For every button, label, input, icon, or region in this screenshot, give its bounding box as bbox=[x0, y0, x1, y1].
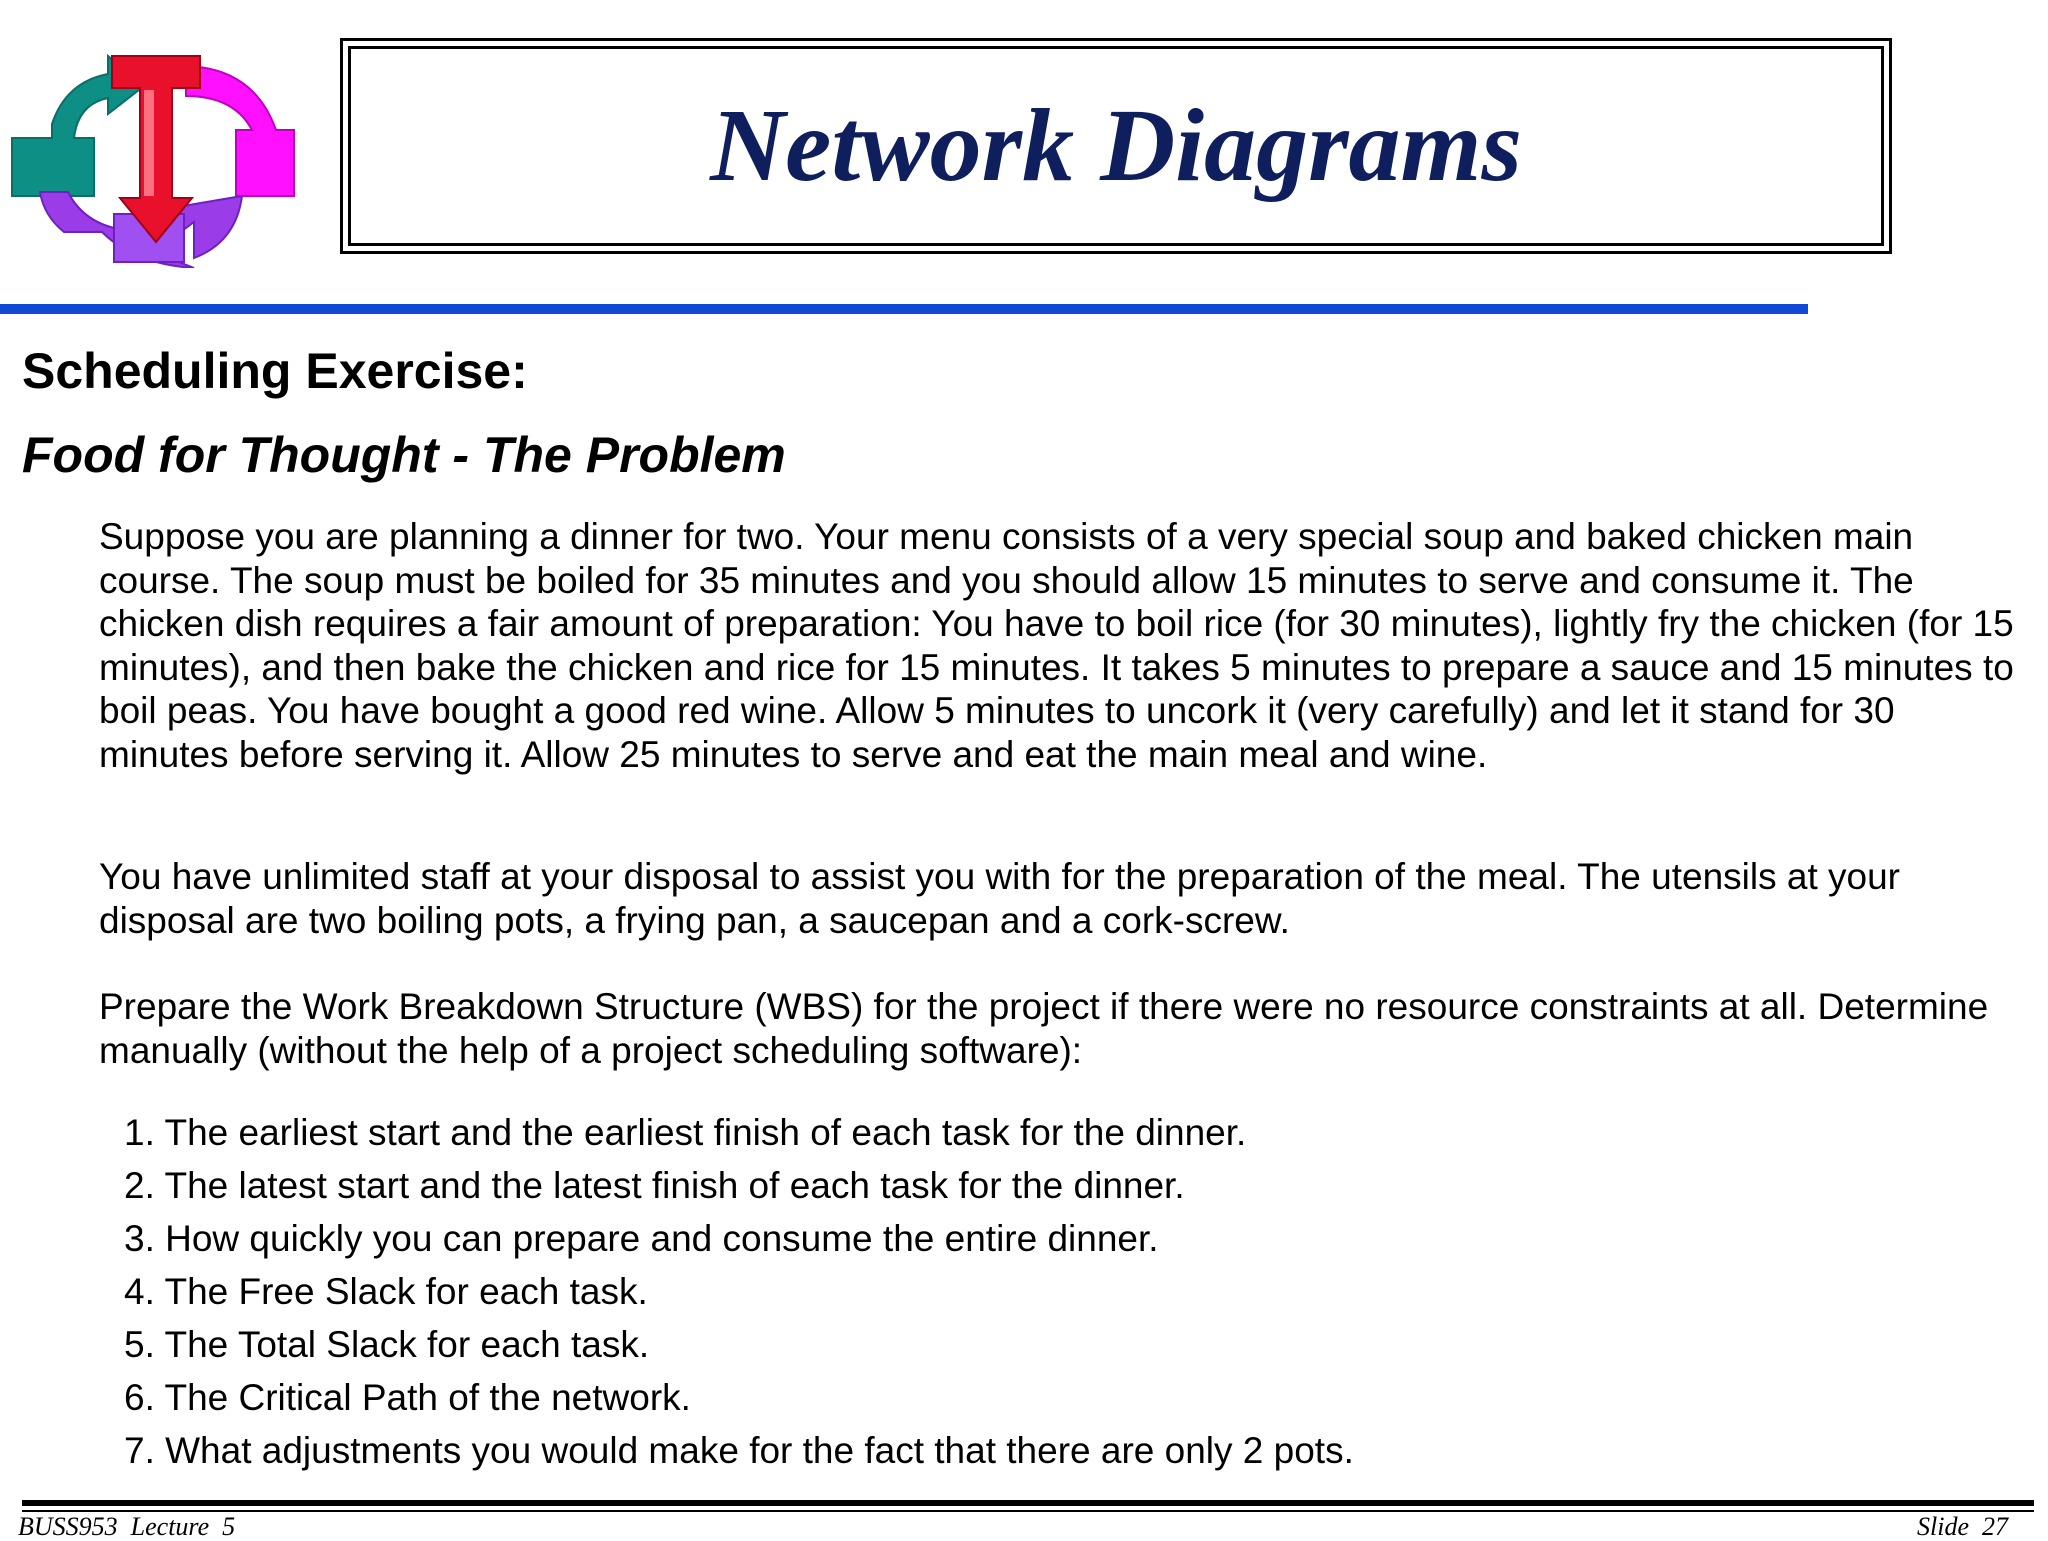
task-list bbox=[124, 1106, 1354, 1477]
list-item: 3. How quickly you can prepare and consume the entire dinner. bbox=[124, 1218, 1159, 1259]
list-item: 4. The Free Slack for each task. bbox=[124, 1271, 648, 1312]
problem-paragraph: Suppose you are planning a dinner for two. Your menu consists of a very special soup and baked chicken main course. The soup must be boiled for 35 minutes and you should allow 15 minutes to serve and consume it. The chicken dish requires a fair amount of preparation: You have to boil rice (for 30 minutes), lightly fry the chicken (for 15 minutes), and then bake the chicken and rice for 15 minutes. It takes 5 minutes to prepare a sauce and 15 minutes to boil peas. You have bought a good red wine. Allow 5 minutes to uncork it (very carefully) and let it stand for 30 minutes before serving it. Allow 25 minutes to serve and eat the main meal and wine. bbox=[99, 516, 2014, 775]
section-subheading: Food for Thought - The Problem bbox=[22, 427, 786, 483]
list-item: 5. The Total Slack for each task. bbox=[124, 1324, 650, 1365]
red-t-highlight-shape bbox=[144, 90, 154, 196]
footer-divider-thick bbox=[22, 1500, 2034, 1506]
cycle-arrows-logo-icon bbox=[4, 46, 304, 268]
list-item: 7. What adjustments you would make for the fact that there are only 2 pots. bbox=[124, 1430, 1354, 1471]
magenta-arrow-shape bbox=[186, 66, 294, 196]
footer-divider-thin bbox=[22, 1510, 2034, 1512]
section-heading: Scheduling Exercise: bbox=[22, 343, 528, 399]
header-divider bbox=[0, 304, 1808, 314]
slide-title: Network Diagrams bbox=[710, 88, 1522, 203]
instructions-paragraph: Prepare the Work Breakdown Structure (WBS) for the project if there were no resource constraints at all. Determine manually (without the help of a project scheduling software): bbox=[99, 986, 1989, 1071]
list-item: 2. The latest start and the latest finish of each task for the dinner. bbox=[124, 1165, 1185, 1206]
footer-course-label: BUSS953 Lecture 5 bbox=[18, 1512, 236, 1541]
title-frame bbox=[340, 38, 1892, 254]
footer-slide-number: Slide 27 bbox=[1917, 1512, 2008, 1541]
list-item: 6. The Critical Path of the network. bbox=[124, 1377, 691, 1418]
list-item: 1. The earliest start and the earliest finish of each task for the dinner. bbox=[124, 1112, 1247, 1153]
resources-paragraph: You have unlimited staff at your disposal to assist you with for the preparation of the meal. The utensils at your disposal are two boiling pots, a frying pan, a saucepan and a cork-screw. bbox=[99, 856, 1901, 941]
title-frame-inner bbox=[348, 46, 1884, 246]
